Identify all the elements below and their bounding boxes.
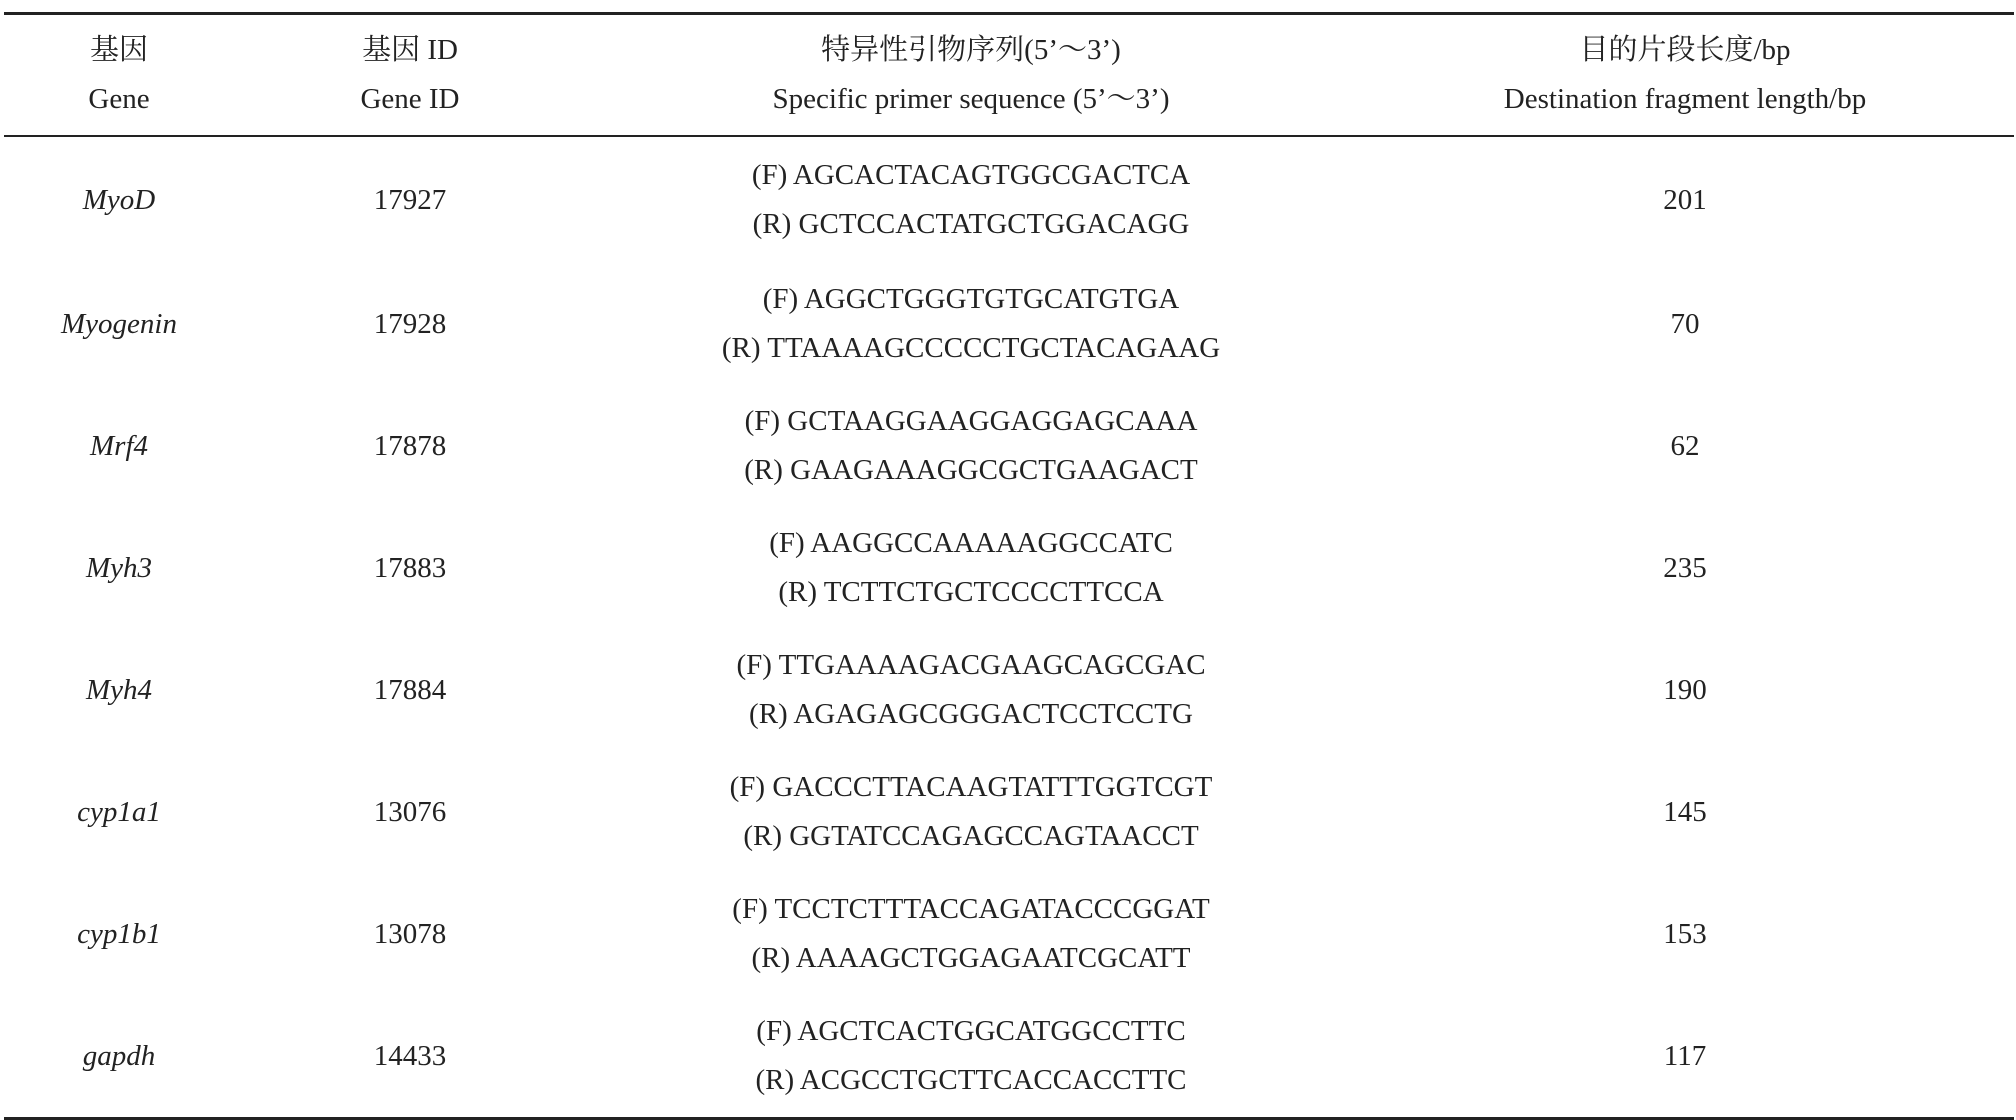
fragment-length: 153 xyxy=(1663,917,1707,950)
reverse-primer: (R) GGTATCCAGAGCCAGTAACCT xyxy=(743,820,1199,852)
fragment-length: 235 xyxy=(1663,551,1707,584)
header-gene-en: Gene xyxy=(88,83,150,115)
fragment-length: 145 xyxy=(1663,795,1707,828)
header-gene-id xyxy=(234,14,586,137)
gene-id: 17884 xyxy=(373,673,447,706)
table-row xyxy=(4,995,2014,1119)
reverse-primer: (R) AGAGAGCGGGACTCCTCCTG xyxy=(749,698,1193,730)
primer-sequence xyxy=(586,263,1356,385)
forward-primer: (F) AGCACTACAGTGGCGACTCA xyxy=(751,159,1191,191)
reverse-primer: (R) GCTCCACTATGCTGGACAGG xyxy=(752,208,1190,240)
table-row xyxy=(4,385,2014,507)
forward-primer: (F) AAGGCCAAAAAGGCCATC xyxy=(769,527,1173,559)
fragment-length: 117 xyxy=(1663,1039,1707,1072)
header-gene-zh: 基因 xyxy=(89,34,148,66)
primer-sequence xyxy=(586,629,1356,751)
reverse-primer: (R) GAAGAAAGGCGCTGAAGACT xyxy=(744,454,1198,486)
gene-id: 17878 xyxy=(373,429,447,462)
gene-id: 17928 xyxy=(373,307,447,340)
fragment-length: 70 xyxy=(1670,307,1700,340)
fragment-length: 190 xyxy=(1663,673,1707,706)
reverse-primer: (R) AAAAGCTGGAGAATCGCATT xyxy=(751,942,1191,974)
header-primer-zh: 特异性引物序列(5’～3’) xyxy=(821,34,1121,66)
gene-name: Myh3 xyxy=(85,551,153,584)
table-header xyxy=(4,14,2014,137)
forward-primer: (F) AGGCTGGGTGTGCATGTGA xyxy=(762,283,1180,315)
fragment-length: 201 xyxy=(1663,183,1707,216)
primer-sequence xyxy=(586,751,1356,873)
reverse-primer: (R) ACGCCTGCTTCACCACCTTC xyxy=(755,1064,1187,1096)
reverse-primer: (R) TCTTCTGCTCCCCTTCCA xyxy=(778,576,1164,608)
table-row xyxy=(4,507,2014,629)
forward-primer: (F) AGCTCACTGGCATGGCCTTC xyxy=(756,1015,1186,1047)
header-row xyxy=(4,14,2014,137)
gene-name: Mrf4 xyxy=(90,429,148,462)
header-primer xyxy=(586,14,1356,137)
gene-id: 17927 xyxy=(373,183,447,216)
table-body xyxy=(4,136,2014,1119)
gene-name: gapdh xyxy=(82,1039,156,1072)
primer-table xyxy=(4,12,2014,1120)
primer-sequence xyxy=(586,507,1356,629)
primer-sequence xyxy=(586,385,1356,507)
gene-name: Myh4 xyxy=(85,673,153,706)
gene-name: cyp1a1 xyxy=(77,795,161,828)
table-row xyxy=(4,751,2014,873)
header-length-en: Destination fragment length/bp xyxy=(1503,83,1867,115)
header-primer-en: Specific primer sequence (5’～3’) xyxy=(772,83,1170,115)
gene-name: Myogenin xyxy=(61,307,177,340)
header-length-zh: 目的片段长度/bp xyxy=(1579,34,1791,66)
primer-sequence xyxy=(586,995,1356,1119)
gene-name: MyoD xyxy=(82,183,156,216)
header-gene-id-en: Gene ID xyxy=(360,83,460,115)
primer-table-container xyxy=(4,12,2014,1120)
forward-primer: (F) TTGAAAAGACGAAGCAGCGAC xyxy=(736,649,1206,681)
forward-primer: (F) TCCTCTTTACCAGATACCCGGAT xyxy=(732,893,1210,925)
gene-name: cyp1b1 xyxy=(77,917,161,950)
gene-id: 17883 xyxy=(373,551,447,584)
primer-sequence xyxy=(586,136,1356,263)
fragment-length: 62 xyxy=(1670,429,1700,462)
forward-primer: (F) GACCCTTACAAGTATTTGGTCGT xyxy=(729,771,1213,803)
gene-id: 13078 xyxy=(373,917,447,950)
header-gene xyxy=(4,14,234,137)
gene-id: 13076 xyxy=(373,795,447,828)
table-row xyxy=(4,873,2014,995)
table-row xyxy=(4,263,2014,385)
reverse-primer: (R) TTAAAAGCCCCCTGCTACAGAAG xyxy=(721,332,1221,364)
forward-primer: (F) GCTAAGGAAGGAGGAGCAAA xyxy=(744,405,1198,437)
table-row xyxy=(4,136,2014,263)
primer-sequence xyxy=(586,873,1356,995)
table-row xyxy=(4,629,2014,751)
header-gene-id-zh: 基因 ID xyxy=(362,34,458,66)
gene-id: 14433 xyxy=(373,1039,447,1072)
header-length xyxy=(1356,14,2014,137)
